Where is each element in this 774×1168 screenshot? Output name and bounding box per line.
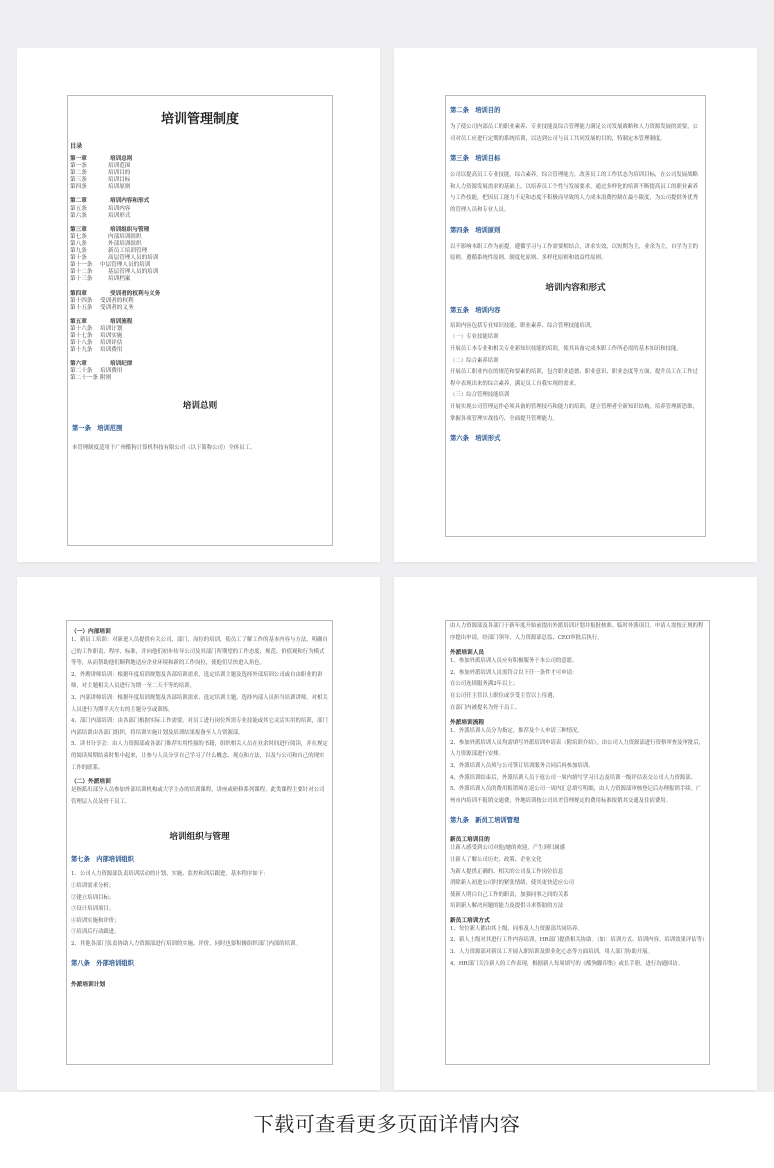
- list-item: 2、新人上级对其进行工作内容培训，HR部门提供相关协助。（如：培训方式、培训内容、培训效果评估等）: [450, 937, 708, 944]
- list-item: 在部门内被提名为骨干员工。: [450, 704, 521, 711]
- toc-number: 第十九条: [70, 347, 93, 354]
- article-heading: 第四条 培训原则: [450, 226, 501, 234]
- list-item: 1、外派培训人员分为指定、推荐及个人申请三种情况。: [450, 728, 583, 735]
- list-item: 1、每位新人都由其上级、同事及人力资源部共同培养。: [450, 925, 583, 932]
- toc-text: 培训组织与管理: [110, 226, 150, 233]
- toc-entry[interactable]: [70, 241, 332, 248]
- toc-number: 第十六条: [70, 325, 93, 332]
- list-item: ②建立培训目标；: [71, 894, 115, 901]
- toc-text: 培训计划: [100, 325, 123, 332]
- page-border: [445, 620, 710, 1065]
- toc-number: 第五条: [70, 205, 87, 212]
- toc-number: 第八条: [70, 240, 87, 247]
- toc-text: 新员工培训管理: [108, 248, 148, 255]
- list-item: 4、HR部门关注新人的工作表现，根据新人每周填写的《酷狗脚印集》或长手册，进行沟通回访。: [450, 960, 684, 967]
- toc-text: 培训内容: [108, 205, 131, 212]
- list-item: 消除新人初进公司时的紧张情绪，使其更快适应公司: [450, 880, 574, 887]
- toc-number: 第十八条: [70, 340, 93, 347]
- subheading: 外派培训流程: [450, 720, 485, 727]
- toc-text: 培训流程: [110, 318, 133, 325]
- subheading: （二）外派培训: [71, 779, 111, 786]
- table-of-contents: [68, 156, 332, 383]
- toc-text: 培训原则: [108, 184, 131, 191]
- paragraph: 由人力资源部及各部门于新年度开始前提出外派培训计划并报批核准。临时外派项目，申请人需按正规的程序提出申请，经部门领导、人力资源部总监、CEO审批后执行。: [450, 623, 704, 641]
- toc-entry[interactable]: [70, 326, 332, 333]
- paragraph-line: 开展实现公司管理运作必须具备的管理技巧和能力的培训，建立管理者全新知识结构，培养管理新思维，掌握各项管理实战技巧，全面提升管理能力。: [450, 403, 698, 422]
- subheading: （一）内部培训: [71, 629, 111, 635]
- list-item: 1、新员工培训：对新进人员提供有关公司、部门、岗位的培训，使员工了解工作的基本内容与方法，明确自己的工作职责、程序、标准，并向他们初步传导公司及其部门所期望的工作态度、规范、价值观和行为模式等等，从而帮助他们顺利地适应企业环境和新的工作岗位，使他们尽快进入角色。: [71, 637, 328, 667]
- paragraph-line: （一）专业技能培训: [450, 334, 499, 341]
- paragraph: 为了使公司内部员工的职业素养、专业技能及综合管理能力满足公司发展战略和人力资源发展的需要，公司对员工应进行定期的系统培训，以达到公司与员工共同发展的目的，特制定本管理制度。: [450, 124, 698, 142]
- toc-entry[interactable]: [70, 213, 332, 220]
- list-item: 让新人感受到公司对他/她的欢迎，产生到归属感: [450, 845, 566, 852]
- toc-text: 基层管理人员的培训: [108, 269, 159, 276]
- article-heading: 第三条 培训目标: [450, 155, 501, 163]
- toc-number: 第三条: [70, 177, 87, 184]
- list-item: ⑤培训后行动跟进。: [71, 929, 120, 936]
- download-prompt[interactable]: 下载可查看更多页面详情内容: [253, 1112, 521, 1136]
- paragraph-line: （三）综合管理技能培训: [450, 392, 510, 399]
- list-item: 5、读书分享会：由人力资源部或各部门推荐实用性强的书籍，组织相关人员在业余时间进行阅读，并在规定的阅读周期结束时集中起来，让参与人员分享自己学习了什么概念、观点和方法，以及与公司和自己的现实工作的联系。: [71, 741, 328, 771]
- list-item: 3、内部讲师培训：根据年度培训规划及各部培训需求，选定培训主题，选择内部人员担当培训讲师，对相关人员进行为期半天左右的主题分享或训练。: [71, 694, 328, 713]
- toc-entry[interactable]: [70, 206, 332, 213]
- section-title: 培训组织与管理: [169, 832, 230, 843]
- document-title: 培训管理制度: [160, 112, 239, 127]
- paragraph-line: 培训内容包括专业知识技能、职业素养、综合管理技能培训。: [450, 322, 596, 329]
- toc-text: 高层管理人员的培训: [108, 255, 159, 262]
- toc-text: 附则: [100, 375, 112, 382]
- toc-number: 第四章: [70, 290, 87, 297]
- list-item: 为新人提供正确的、相关的公司及工作岗位信息: [450, 868, 564, 875]
- toc-number: 第二条: [70, 170, 87, 177]
- toc-number: 第二十条: [70, 368, 93, 375]
- toc-chapter[interactable]: [70, 227, 332, 234]
- toc-number: 第九条: [70, 248, 87, 255]
- toc-label: 目录: [70, 143, 83, 150]
- toc-text: 中层管理人员的培训: [100, 262, 151, 269]
- paragraph: 是指派出部分人员参加外部培训机构或大学主办的培训课程、讲座或研修系列课程。此类课程主要针对公司管理层人员及骨干员工。: [71, 787, 325, 805]
- page-border: [66, 620, 333, 1065]
- paragraph-line: 开展员工本专业和相关专业新知识技能的培训，使其具备完成本职工作所必需的基本知识和技能。: [450, 345, 682, 352]
- toc-number: 第一条: [70, 163, 87, 170]
- personnel-list: [446, 656, 709, 714]
- page-border: [445, 95, 706, 537]
- toc-text: 培训总则: [110, 156, 133, 162]
- internal-training-list: [67, 635, 332, 774]
- subheading: 外派培训人员: [450, 650, 485, 657]
- toc-number: 第十七条: [70, 332, 93, 339]
- subheading: 新员工培训方式: [450, 917, 490, 924]
- subheading: 外派培训计划: [71, 982, 106, 989]
- list-item: 3、人力资源部对新员工开展入职培训及职业化心态等方面培训，用人部门协助开展。: [450, 949, 653, 956]
- toc-text: 内部培训组织: [108, 233, 142, 240]
- subheading: 新员工培训目的: [450, 837, 490, 844]
- article-heading: 第五条 培训内容: [450, 306, 501, 314]
- purpose-list: [446, 843, 709, 913]
- method-list: [446, 924, 709, 970]
- toc-entry[interactable]: [70, 234, 332, 241]
- section-title: 培训内容和形式: [545, 282, 606, 293]
- list-item: 2、外聘讲师培训：根据年度培训规划及各部培训需求，选定培训主题及选择外部培训公司或自由职业的讲师，对主题相关人员进行为期一至二天不等的培训。: [71, 671, 323, 690]
- document-page-1: [17, 48, 380, 562]
- toc-text: 培训形式: [108, 212, 131, 219]
- toc-text: 受训者的权利: [100, 297, 134, 304]
- article-heading: 第九条 新员工培训管理: [450, 817, 520, 825]
- toc-text: 受训者的义务: [100, 304, 134, 311]
- toc-number: 第六条: [70, 212, 87, 219]
- toc-text: 培训费用: [100, 347, 123, 354]
- list-item: ④培训实施和评价；: [71, 917, 120, 924]
- list-item: 1、公司人力资源部负责培训活动的计划、实施、监控和训后跟进，基本程序如下：: [71, 871, 269, 878]
- paragraph: 本管理制度适用于广州酷狗计算机科技有限公司（以下简称公司）全体员工。: [72, 444, 256, 451]
- toc-text: 培训目标: [108, 177, 131, 184]
- list-item: 2、其他各部门负责协助人力资源部进行培训的实施、评价，同时也要积极组织部门内部的培训。: [71, 940, 301, 947]
- article-body: [446, 321, 705, 425]
- toc-text: 培训内容和形式: [110, 198, 150, 205]
- toc-number: 第三章: [70, 226, 87, 233]
- article-heading: 第一条 培训范围: [72, 424, 123, 432]
- toc-entry[interactable]: [70, 375, 332, 382]
- toc-number: 第十三条: [70, 276, 93, 283]
- toc-entry[interactable]: [70, 305, 332, 312]
- toc-number: 第七条: [70, 233, 87, 240]
- paragraph: 以不影响本职工作为前提，遵循学习与工作需要相结合，讲求实效，以短期为主，业余为主，自学为主的原则。遵循系统性原则、制度化原则、多样化原则和效益性原则。: [450, 243, 698, 262]
- toc-number: 第一章: [70, 156, 87, 162]
- toc-entry[interactable]: [70, 333, 332, 340]
- document-page-3: [17, 577, 380, 1090]
- toc-text: 外部培训组织: [108, 240, 142, 247]
- toc-number: 第五章: [70, 318, 87, 325]
- toc-number: 第十五条: [70, 304, 93, 311]
- toc-text: 培训目的: [108, 170, 131, 177]
- list-item: 在公司任主管以上职位或享受主管以上待遇；: [450, 692, 558, 699]
- list-item: 4、外派培训结束后，外派培训人员于返公司一周内填写学习日志及培训一级评估表交公司人力资源部。: [450, 774, 697, 781]
- list-item: 让新人了解公司历史、政策、企业文化: [450, 856, 542, 863]
- list-item: 培训新人解决问题的能力及提供寻求帮助的方法: [450, 903, 564, 910]
- toc-number: 第十二条: [70, 269, 93, 276]
- toc-text: 培训实施: [100, 332, 123, 339]
- toc-number: 第十四条: [70, 297, 93, 304]
- toc-number: 第十条: [70, 255, 87, 262]
- article-heading: 第二条 培训目的: [450, 107, 501, 114]
- list-item: 2、参加外派培训人员均需填写外派培训申请表（附培训介绍），由公司人力资源部进行资格审查及审批后，人力资源部进行安排。: [450, 739, 705, 758]
- article-heading: 第七条 内部培训组织: [71, 856, 134, 864]
- toc-text: 培训纪律: [110, 361, 133, 368]
- toc-number: 第二章: [70, 198, 87, 205]
- list-item: 4、部门内部培训：由各部门根据实际工作需要，对员工进行岗位所需专业技能或其它灵活实用的培训，部门内部培训由各部门组织，将培训实施计划及培训结果报备至人力资源部。: [71, 718, 328, 736]
- list-item: 使新人明白自己工作的职责，加强同事之间的关系: [450, 891, 569, 898]
- toc-text: 培训范围: [108, 163, 131, 170]
- list-item: 3、外派培训人员须与公司签订培训服务合同后再参加培训。: [450, 762, 594, 769]
- process-list: [446, 726, 709, 807]
- list-item: 1、参加外派培训人员应有积极服务于本公司的意愿。: [450, 658, 578, 665]
- toc-text: 培训评估: [100, 340, 123, 347]
- toc-number: 第四条: [70, 184, 87, 191]
- list-item: ③设计培训项目；: [71, 906, 115, 913]
- paragraph: 公司以提高员工专业技能，综合素养，综合管理能力，改善员工的工作状态为培训目标，在公司发展战略和人力资源发展需求的基础上，以培养员工个性与发展要求，通过多样化的培训不断提高员工的职业素养与工作技能，把因员工能力不足和态度不积极而导致的人力成本浪费控制在最小限度，为公司提供务优秀的管理人员和专业人员。: [450, 172, 698, 213]
- article-body: [67, 869, 332, 950]
- list-item: ①培训需求分析；: [71, 882, 115, 889]
- list-item: 2、参加外派培训人员需符合以下任一条件才可申请：: [450, 669, 578, 676]
- toc-entry[interactable]: [70, 184, 332, 191]
- article-heading: 第八条 外部培训组织: [71, 960, 134, 968]
- document-page-4: [394, 577, 757, 1090]
- page-border: [67, 95, 333, 546]
- list-item: 在公司连续服务满2年以上；: [450, 681, 519, 688]
- toc-text: 培训档案: [108, 276, 131, 283]
- toc-chapter[interactable]: [70, 291, 332, 298]
- paragraph-line: （二）综合素养培训: [450, 357, 499, 364]
- article-heading: 第六条 培训形式: [450, 435, 501, 443]
- toc-text: 培训费用: [100, 368, 123, 375]
- toc-entry[interactable]: [70, 298, 332, 305]
- toc-entry[interactable]: [70, 347, 332, 354]
- toc-chapter[interactable]: [70, 319, 332, 326]
- toc-number: 第二十一条: [70, 375, 98, 382]
- toc-number: 第十一条: [70, 262, 93, 269]
- document-page-2: [394, 48, 757, 562]
- toc-entry[interactable]: [70, 276, 332, 283]
- list-item: 5、外派培训人员的费用报销须在返公司一周内汇总填写明细，由人力资源部审核登记后办理报销手续。广州市内培训不报销交通费，外地培训按公司出差管理规定的费用标准报销其交通及住宿费用。: [450, 786, 702, 804]
- paragraph-line: 开展员工职业内在的规范和要素的培训，包含职业道德、职业意识、职业态度等方面，提升员工在工作过程中表现出来的综合素养，满足员工自我实现的需求。: [450, 369, 698, 387]
- toc-chapter[interactable]: [70, 198, 332, 205]
- toc-text: 受训者的权利与义务: [110, 290, 161, 297]
- toc-number: 第六章: [70, 361, 87, 368]
- section-title: 培训总则: [182, 400, 218, 411]
